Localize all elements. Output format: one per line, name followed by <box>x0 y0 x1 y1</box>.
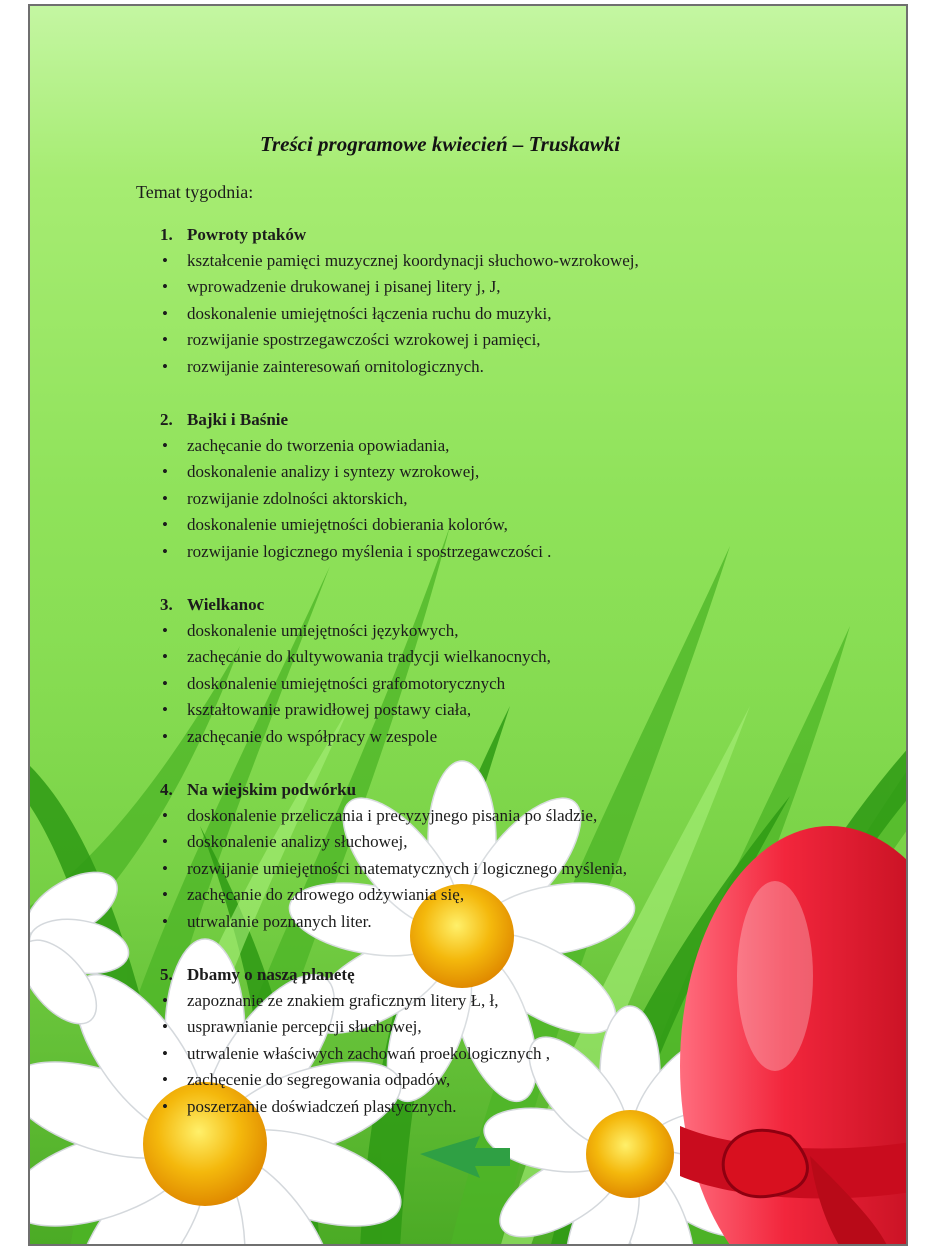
section-wielkanoc <box>160 592 840 750</box>
section-powroty-ptakow <box>160 222 840 380</box>
list-item: • rozwijanie zdolności aktorskich, <box>160 486 840 512</box>
list-item: • doskonalenie umiejętności grafomotorycznych <box>160 671 840 697</box>
list-item: • doskonalenie przeliczania i precyzyjnego pisania po śladzie, <box>160 803 840 829</box>
section-number: 1. <box>160 225 173 244</box>
bullet-list <box>160 618 840 750</box>
list-item: • doskonalenie umiejętności łączenia ruchu do muzyki, <box>160 301 840 327</box>
list-item: • doskonalenie analizy słuchowej, <box>160 829 840 855</box>
list-item: • rozwijanie spostrzegawczości wzrokowej i pamięci, <box>160 327 840 353</box>
section-title: Wielkanoc <box>187 595 265 614</box>
section-bajki-i-basnie <box>160 407 840 565</box>
list-item: • rozwijanie logicznego myślenia i spostrzegawczości . <box>160 539 840 565</box>
list-item: • rozwijanie umiejętności matematycznych i logicznego myślenia, <box>160 856 840 882</box>
list-item: • kształtowanie prawidłowej postawy ciała, <box>160 697 840 723</box>
list-item: • rozwijanie zainteresowań ornitologicznych. <box>160 354 840 380</box>
bullet-list <box>160 433 840 565</box>
section-dbamy-o-nasza-planete <box>160 962 840 1120</box>
list-item: • utrwalanie poznanych liter. <box>160 909 840 935</box>
list-item: • poszerzanie doświadczeń plastycznych. <box>160 1094 840 1120</box>
document-page <box>28 4 908 1246</box>
section-heading <box>160 777 840 803</box>
section-title: Dbamy o naszą planetę <box>187 965 355 984</box>
list-item: • zapoznanie ze znakiem graficznym litery Ł, ł, <box>160 988 840 1014</box>
section-heading <box>160 592 840 618</box>
list-item: • usprawnianie percepcji słuchowej, <box>160 1014 840 1040</box>
section-heading <box>160 222 840 248</box>
list-item: • doskonalenie umiejętności językowych, <box>160 618 840 644</box>
bullet-list <box>160 988 840 1120</box>
section-heading <box>160 407 840 433</box>
list-item: • kształcenie pamięci muzycznej koordynacji słuchowo-wzrokowej, <box>160 248 840 274</box>
section-number: 4. <box>160 780 173 799</box>
list-item: • zachęcanie do kultywowania tradycji wielkanocnych, <box>160 644 840 670</box>
list-item: • doskonalenie umiejętności dobierania kolorów, <box>160 512 840 538</box>
bullet-list <box>160 248 840 380</box>
page-title: Treści programowe kwiecień – Truskawki <box>259 132 621 156</box>
page-subtitle: Temat tygodnia: <box>136 182 254 202</box>
section-number: 3. <box>160 595 173 614</box>
list-item: • zachęcanie do tworzenia opowiadania, <box>160 433 840 459</box>
section-title: Powroty ptaków <box>187 225 307 244</box>
section-number: 2. <box>160 410 173 429</box>
section-na-wiejskim-podworku <box>160 777 840 935</box>
document-content <box>30 6 908 1246</box>
list-item: • zachęcanie do zdrowego odżywiania się, <box>160 882 840 908</box>
list-item: • doskonalenie analizy i syntezy wzrokowej, <box>160 459 840 485</box>
section-number: 5. <box>160 965 173 984</box>
list-item: • zachęcanie do współpracy w zespole <box>160 724 840 750</box>
section-heading <box>160 962 840 988</box>
bullet-list <box>160 803 840 935</box>
section-title: Na wiejskim podwórku <box>187 780 357 799</box>
list-item: • zachęcenie do segregowania odpadów, <box>160 1067 840 1093</box>
section-title: Bajki i Baśnie <box>187 410 289 429</box>
list-item: • utrwalenie właściwych zachowań proekologicznych , <box>160 1041 840 1067</box>
list-item: • wprowadzenie drukowanej i pisanej litery j, J, <box>160 274 840 300</box>
